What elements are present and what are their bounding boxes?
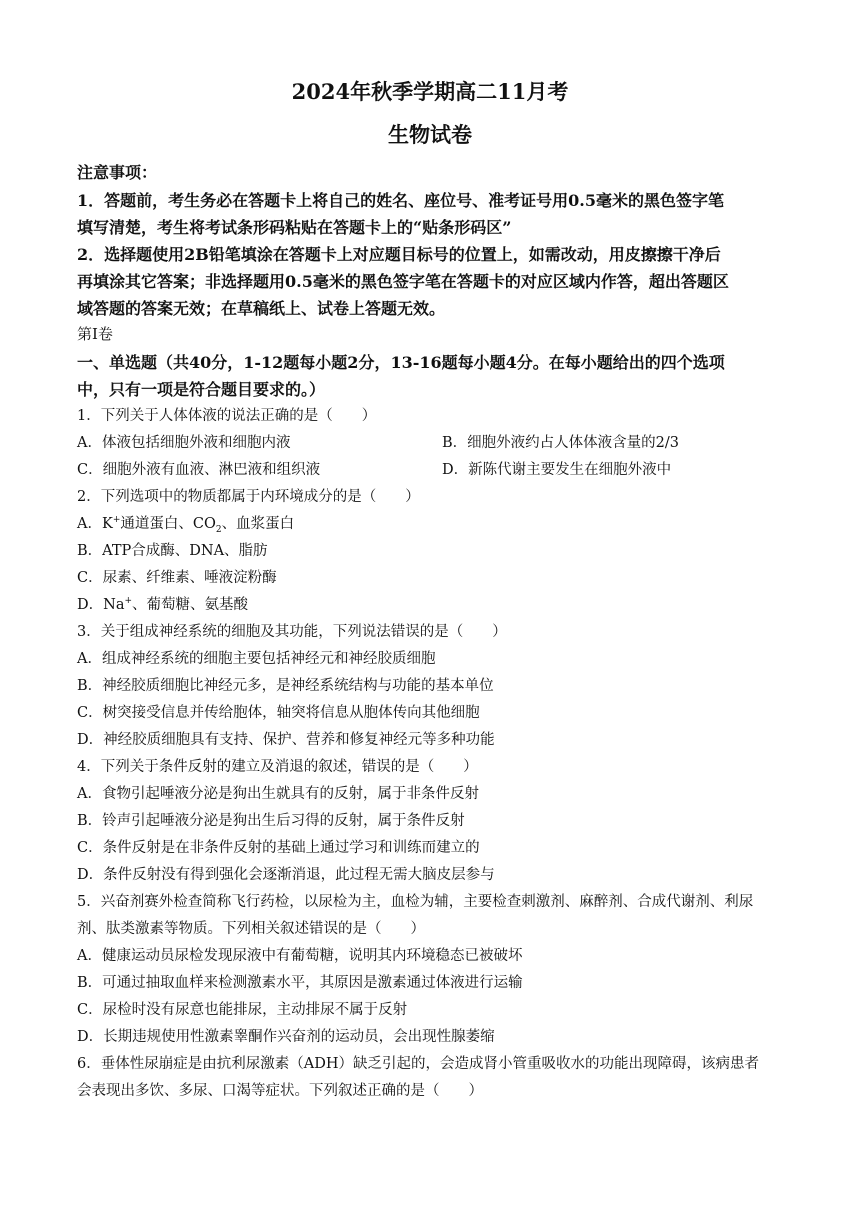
notice-line-1: 1．答题前，考生务必在答题卡上将自己的姓名、座位号、准考证号用0.5毫米的黑色签字笔 [77, 191, 724, 210]
question-6-stem-line-2: 会表现出多饮、多尿、口渴等症状。下列叙述正确的是（ ） [77, 1083, 483, 1099]
notice-line-3: 2．选择题使用2B铅笔填涂在答题卡上对应题目标号的位置上，如需改动，用皮擦擦干净后 [77, 245, 721, 264]
question-1-option-d: D．新陈代谢主要发生在细胞外液中 [442, 462, 672, 478]
question-4-stem: 4．下列关于条件反射的建立及消退的叙述，错误的是（ ） [77, 759, 478, 775]
notice-line-4: 再填涂其它答案；非选择题用0.5毫米的黑色签字笔在答题卡的对应区域内作答，超出答题区 [77, 272, 729, 291]
question-4-option-d: D．条件反射没有得到强化会逐渐消退，此过程无需大脑皮层参与 [77, 867, 495, 883]
question-2-option-d: D．Na+、葡萄糖、氨基酸 [77, 596, 249, 613]
question-5-stem-line-2: 剂、肽类激素等物质。下列相关叙述错误的是（ ） [77, 921, 425, 937]
question-1-option-a: A．体液包括细胞外液和细胞内液 [77, 435, 291, 451]
question-4-option-a: A．食物引起唾液分泌是狗出生就具有的反射，属于非条件反射 [77, 786, 479, 802]
notice-line-5: 域答题的答案无效；在草稿纸上、试卷上答题无效。 [77, 299, 446, 318]
question-5-stem-line-1: 5．兴奋剂赛外检查简称飞行药检，以尿检为主，血检为辅，主要检查刺激剂、麻醉剂、合成代谢剂、利尿 [77, 894, 754, 910]
question-5-option-b: B．可通过抽取血样来检测激素水平，其原因是激素通过体液进行运输 [77, 975, 523, 991]
section-heading-line-1: 一、单选题（共40分，1-12题每小题2分，13-16题每小题4分。在每小题给出的四个选项 [77, 353, 725, 372]
question-1-option-c: C．细胞外液有血液、淋巴液和组织液 [77, 462, 321, 478]
question-2-option-b: B．ATP合成酶、DNA、脂肪 [77, 543, 268, 559]
question-5-option-c: C．尿检时没有尿意也能排尿，主动排尿不属于反射 [77, 1002, 408, 1018]
question-1-stem: 1．下列关于人体体液的说法正确的是（ ） [77, 408, 377, 424]
part-label: 第Ⅰ卷 [77, 325, 113, 343]
question-6-stem-line-1: 6．垂体性尿崩症是由抗利尿激素（ADH）缺乏引起的，会造成肾小管重吸收水的功能出现障碍，该病患者 [77, 1056, 759, 1072]
question-3-option-c: C．树突接受信息并传给胞体，轴突将信息从胞体传向其他细胞 [77, 705, 480, 721]
notice-line-2: 填写清楚，考生将考试条形码粘贴在答题卡上的“贴条形码区” [77, 218, 512, 237]
notice-heading: 注意事项： [77, 163, 158, 182]
exam-subject: 生物试卷 [388, 122, 472, 147]
question-1-option-b: B．细胞外液约占人体体液含量的2/3 [442, 435, 679, 451]
exam-title: 2024年秋季学期高二11月考 [291, 79, 569, 104]
question-2-option-a: A．K+通道蛋白、$CO_2$、血浆蛋白 [77, 515, 295, 535]
question-2-option-c: C．尿素、纤维素、唾液淀粉酶 [77, 570, 277, 586]
question-3-option-d: D．神经胶质细胞具有支持、保护、营养和修复神经元等多种功能 [77, 732, 495, 748]
question-5-option-d: D．长期违规使用性激素睾酮作兴奋剂的运动员，会出现性腺萎缩 [77, 1029, 495, 1045]
question-5-option-a: A．健康运动员尿检发现尿液中有葡萄糖，说明其内环境稳态已被破坏 [77, 948, 523, 964]
question-3-option-b: B．神经胶质细胞比神经元多，是神经系统结构与功能的基本单位 [77, 678, 494, 694]
question-2-stem: 2．下列选项中的物质都属于内环境成分的是（ ） [77, 489, 420, 505]
question-3-option-a: A．组成神经系统的细胞主要包括神经元和神经胶质细胞 [77, 651, 436, 667]
question-3-stem: 3．关于组成神经系统的细胞及其功能，下列说法错误的是（ ） [77, 624, 507, 640]
question-4-option-b: B．铃声引起唾液分泌是狗出生后习得的反射，属于条件反射 [77, 813, 465, 829]
section-heading-line-2: 中，只有一项是符合题目要求的。） [77, 380, 326, 399]
question-4-option-c: C．条件反射是在非条件反射的基础上通过学习和训练而建立的 [77, 840, 480, 856]
